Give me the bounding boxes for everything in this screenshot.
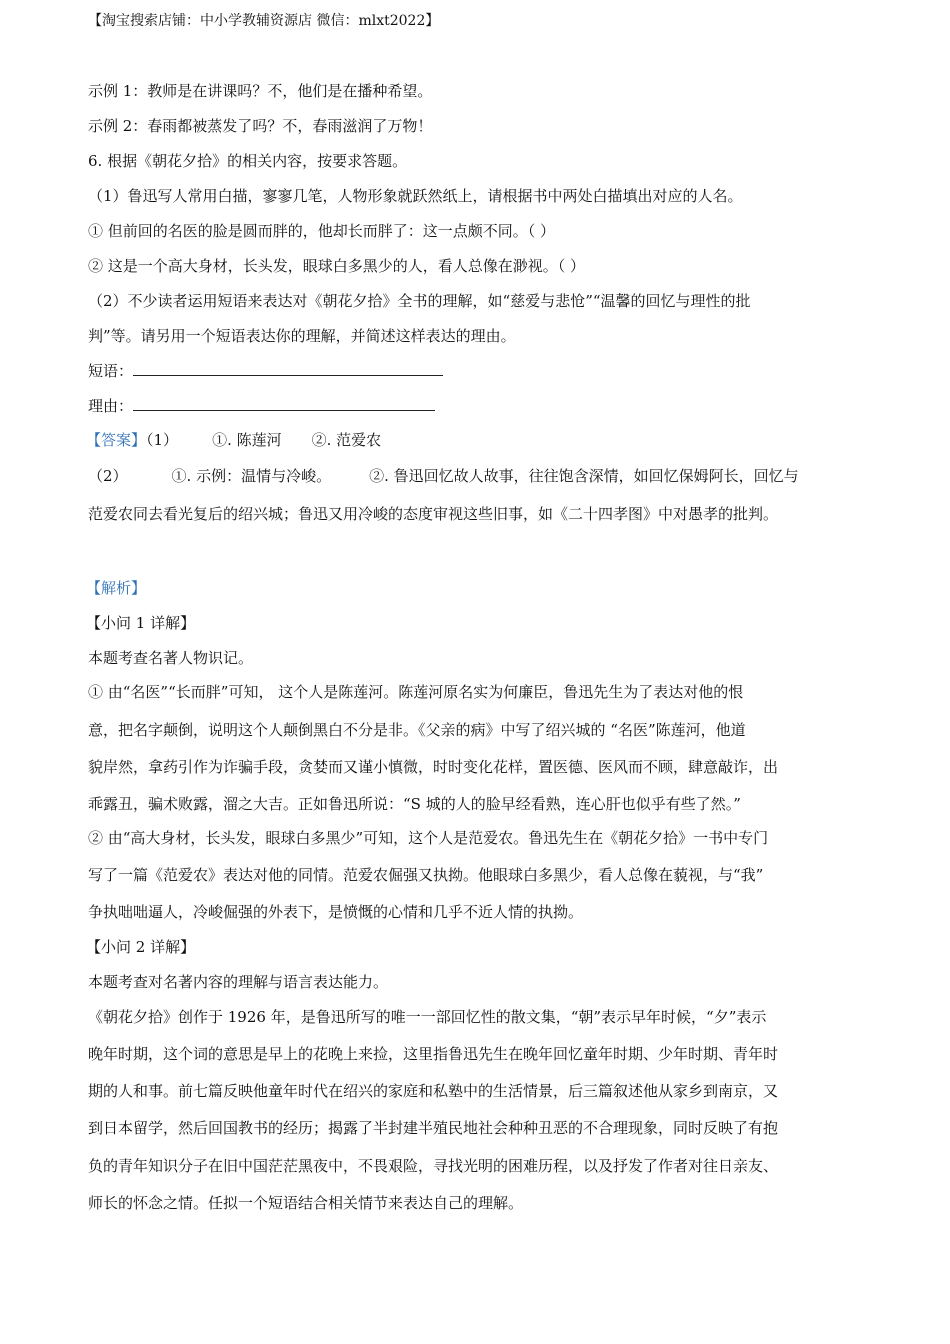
phrase-blank <box>133 361 443 376</box>
sub2-intro: 本题考查对名著内容的理解与语言表达能力。 <box>88 973 389 991</box>
answer-p1-b: ②. 范爱农 <box>311 431 382 449</box>
sub2-line-3: 期的人和事。前七篇反映他童年时代在绍兴的家庭和私塾中的生活情景，后三篇叙述他从家乡到南京，又 <box>88 1082 779 1100</box>
question-item-2: ② 这是一个高大身材，长头发，眼球白多黑少的人，看人总像在渺视。（ ） <box>88 257 586 275</box>
sub1-line-7: 争执咄咄逼人，冷峻倔强的外表下，是愤慨的心情和几乎不近人情的执拗。 <box>88 903 584 921</box>
sub1-line-4: 乖露丑，骗术败露，溜之大吉。正如鲁迅所说：“S 城的人的脸早经看熟，连心肝也似乎有些了然。” <box>88 795 741 813</box>
answer-p2-a: ①. 示例：温情与冷峻。 <box>171 467 332 485</box>
answer-line-2 <box>88 466 799 486</box>
sub2-line-6: 师长的怀念之情。任拟一个短语结合相关情节来表达自己的理解。 <box>88 1194 524 1212</box>
shop-header: 【淘宝搜索店铺：中小学教辅资源店 微信：mlxt2022】 <box>88 13 440 29</box>
sub1-line-1: ① 由“名医”“长而胖”可知， 这个人是陈莲河。陈莲河原名实为何廉臣，鲁迅先生为了表达对他的恨 <box>88 683 744 701</box>
answer-p2-num: （2） <box>88 467 128 485</box>
sub2-line-5: 负的青年知识分子在旧中国茫茫黑夜中，不畏艰险，寻找光明的困难历程，以及抒发了作者对往日亲友、 <box>88 1157 779 1175</box>
sub2-line-4: 到日本留学，然后回国教书的经历；揭露了半封建半殖民地社会种种丑恶的不合理现象，同时反映了有抱 <box>88 1119 779 1137</box>
answer-p1-a: ①. 陈莲河 <box>212 431 282 449</box>
sub1-intro: 本题考查名著人物识记。 <box>88 649 254 667</box>
phrase-answer-line <box>88 361 443 381</box>
analysis-tag: 【解析】 <box>86 579 147 597</box>
answer-p2-b: ②. 鲁迅回忆故人故事，往往饱含深情，如回忆保姆阿长，回忆与 <box>369 467 799 485</box>
example-2: 示例 2：春雨都被蒸发了吗？不，春雨滋润了万物！ <box>88 117 433 135</box>
answer-tag: 【答案】 <box>86 431 147 449</box>
question-title: 6. 根据《朝花夕拾》的相关内容，按要求答题。 <box>88 152 408 170</box>
reason-blank <box>133 396 435 411</box>
example-1: 示例 1：教师是在讲课吗？不，他们是在播种希望。 <box>88 82 433 100</box>
question-part2-line1: （2）不少读者运用短语来表达对《朝花夕拾》全书的理解，如“慈爱与悲怆”“温馨的回忆与理性的批 <box>88 292 751 310</box>
phrase-label: 短语： <box>88 362 134 380</box>
answer-line-1 <box>86 430 381 450</box>
sub1-title: 【小问 1 详解】 <box>86 614 196 632</box>
sub1-line-6: 写了一篇《范爱农》表达对他的同情。范爱农倔强又执拗。他眼球白多黑少，看人总像在藐视，与“我” <box>88 866 764 884</box>
answer-p1-num: （1） <box>146 431 179 449</box>
question-part2-line2: 判”等。请另用一个短语表达你的理解，并简述这样表达的理由。 <box>88 327 516 345</box>
reason-answer-line <box>88 396 435 416</box>
sub1-line-3: 貌岸然，拿药引作为诈骗手段，贪婪而又谨小慎微，时时变化花样，置医德、医风而不顾，肆意敲诈，出 <box>88 758 779 776</box>
sub1-line-5: ② 由“高大身材，长头发，眼球白多黑少”可知，这个人是范爱农。鲁迅先生在《朝花夕拾》一书中专门 <box>88 829 769 847</box>
reason-label: 理由： <box>88 397 134 415</box>
sub2-line-2: 晚年时期，这个词的意思是早上的花晚上来捡，这里指鲁迅先生在晚年回忆童年时期、少年时期、青年时 <box>88 1045 779 1063</box>
question-item-1: ① 但前回的名医的脸是圆而胖的，他却长而胖了：这一点颇不同。（ ） <box>88 222 556 240</box>
sub1-line-2: 意，把名字颠倒，说明这个人颠倒黑白不分是非。《父亲的病》中写了绍兴城的 “名医”陈莲河，他道 <box>88 721 746 739</box>
answer-line-3: 范爱农同去看光复后的绍兴城；鲁迅又用冷峻的态度审视这些旧事，如《二十四孝图》中对愚孝的批判。 <box>88 505 779 523</box>
sub2-title: 【小问 2 详解】 <box>86 938 196 956</box>
sub2-line-1: 《朝花夕拾》创作于 1926 年，是鲁迅所写的唯一一部回忆性的散文集，“朝”表示早年时候，“夕”表示 <box>88 1008 767 1026</box>
question-part1-intro: （1）鲁迅写人常用白描，寥寥几笔，人物形象就跃然纸上，请根据书中两处白描填出对应的人名。 <box>88 187 743 205</box>
